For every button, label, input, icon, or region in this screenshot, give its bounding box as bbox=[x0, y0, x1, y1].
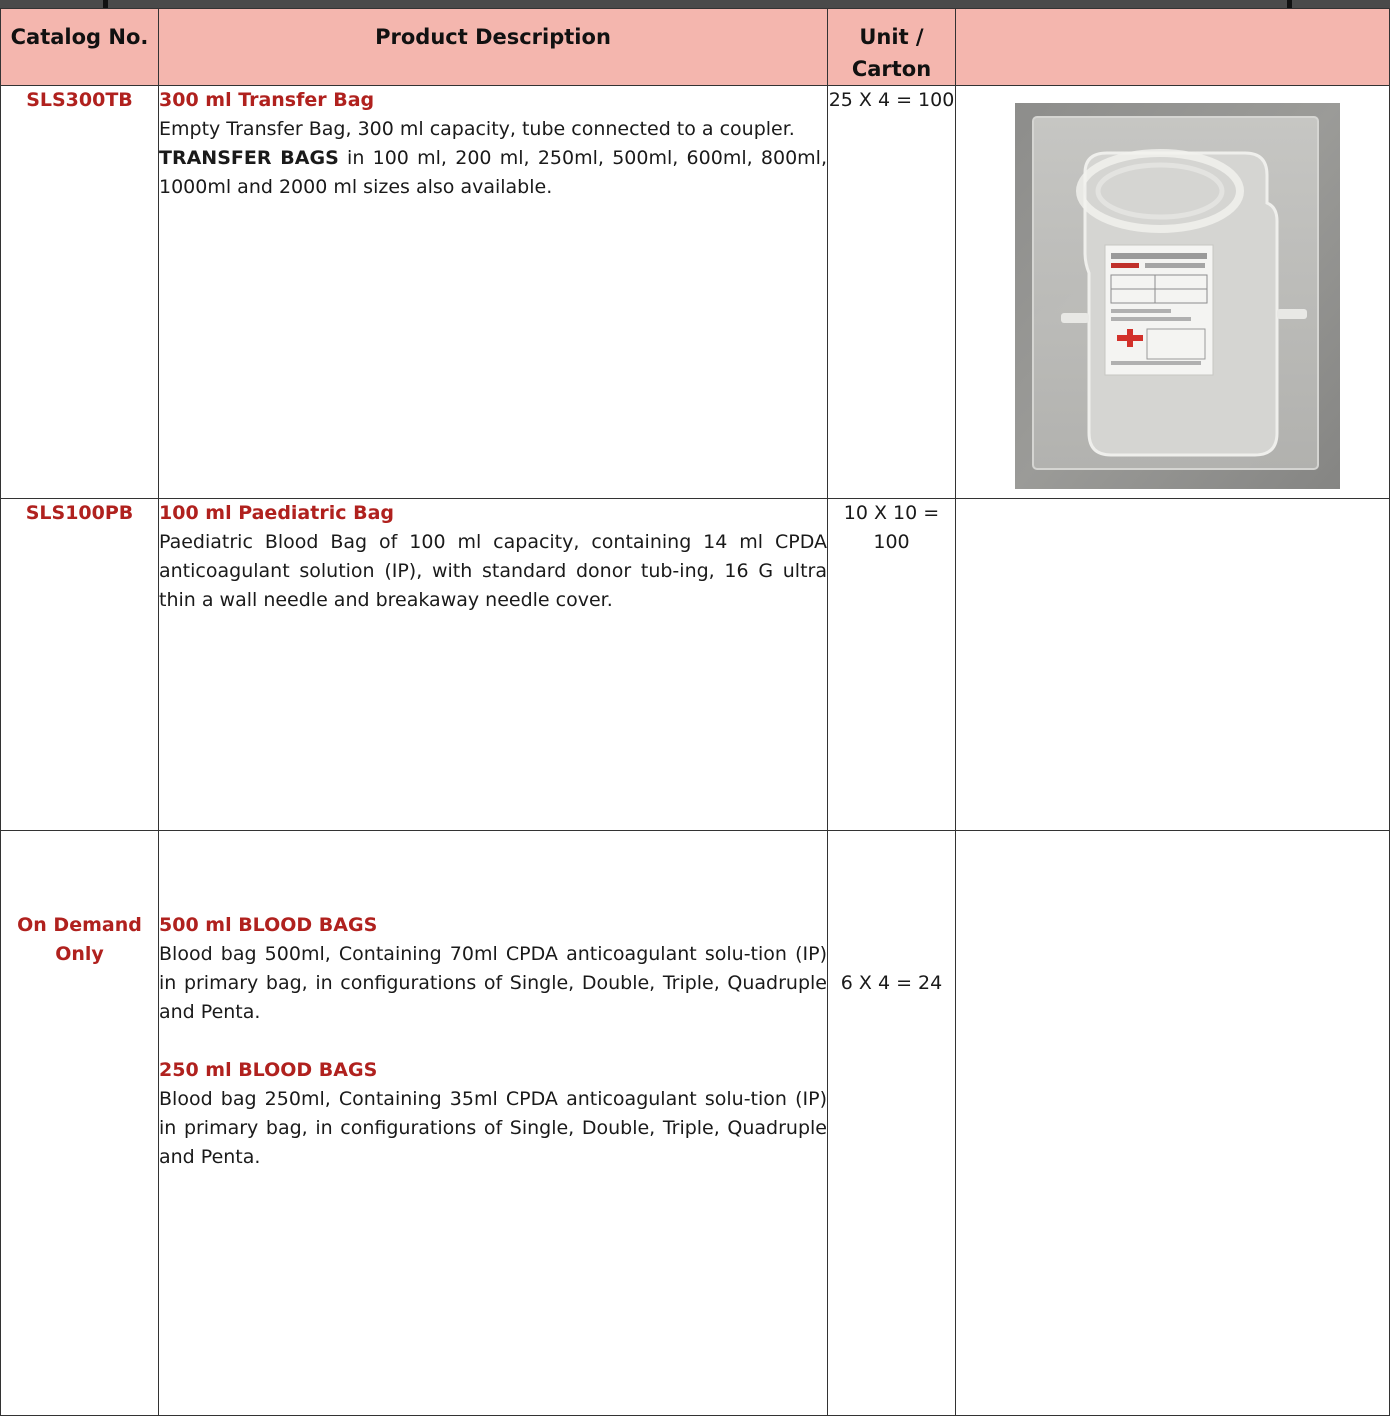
unit-per-carton: 25 X 4 = 100 bbox=[828, 86, 956, 499]
product-note-text: in 100 ml, 200 ml, 250ml, 500ml, 600ml, 800ml, 1000ml and 2000 ml sizes also available. bbox=[159, 147, 827, 198]
header-product-description: Product Description bbox=[159, 9, 828, 86]
header-image bbox=[956, 9, 1390, 86]
bag-port-right bbox=[1277, 309, 1307, 319]
band-tick bbox=[1287, 0, 1292, 8]
header-unit-carton: Unit / Carton bbox=[828, 9, 956, 86]
product-title: 300 ml Transfer Bag bbox=[159, 89, 375, 111]
product-title: 100 ml Paediatric Bag bbox=[159, 502, 395, 524]
header-catalog-no: Catalog No. bbox=[1, 9, 159, 86]
product-image-cell bbox=[956, 831, 1390, 1416]
product-title: 500 ml BLOOD BAGS bbox=[159, 914, 378, 936]
table-row bbox=[1, 499, 1390, 831]
catalog-number: SLS100PB bbox=[1, 499, 159, 831]
product-image-cell bbox=[956, 499, 1390, 831]
product-text: Blood bag 500ml, Containing 70ml CPDA anticoagulant solu-tion (IP) in primary bag, in configurations of Single, Double, Triple, Quadruple and Penta. bbox=[159, 943, 827, 1023]
catalog-number: SLS300TB bbox=[1, 86, 159, 499]
product-title-secondary: 250 ml BLOOD BAGS bbox=[159, 1059, 378, 1081]
catalog-number: On Demand Only bbox=[1, 831, 159, 1416]
transfer-bag-photo bbox=[1015, 103, 1340, 489]
band-tick bbox=[103, 0, 108, 8]
unit-per-carton: 10 X 10 = 100 bbox=[828, 499, 956, 831]
table-header-row bbox=[1, 9, 1390, 86]
product-description bbox=[159, 831, 828, 1416]
product-text: Empty Transfer Bag, 300 ml capacity, tube connected to a coupler. bbox=[159, 118, 795, 140]
table-row bbox=[1, 831, 1390, 1416]
product-text-secondary: Blood bag 250ml, Containing 35ml CPDA anticoagulant solu-tion (IP) in primary bag, in configurations of Single, Double, Triple, Quadruple and Penta. bbox=[159, 1088, 827, 1168]
product-text: Paediatric Blood Bag of 100 ml capacity, containing 14 ml CPDA anticoagulant solution (IP), with standard donor tub-ing, 16 G ultra thin a wall needle and breakaway needle cover. bbox=[159, 531, 827, 611]
unit-per-carton: 6 X 4 = 24 bbox=[828, 831, 956, 1416]
product-description bbox=[159, 86, 828, 499]
top-band bbox=[0, 0, 1390, 8]
product-note-bold: TRANSFER BAGS bbox=[159, 147, 339, 169]
product-description bbox=[159, 499, 828, 831]
bag-port-left bbox=[1061, 313, 1089, 323]
